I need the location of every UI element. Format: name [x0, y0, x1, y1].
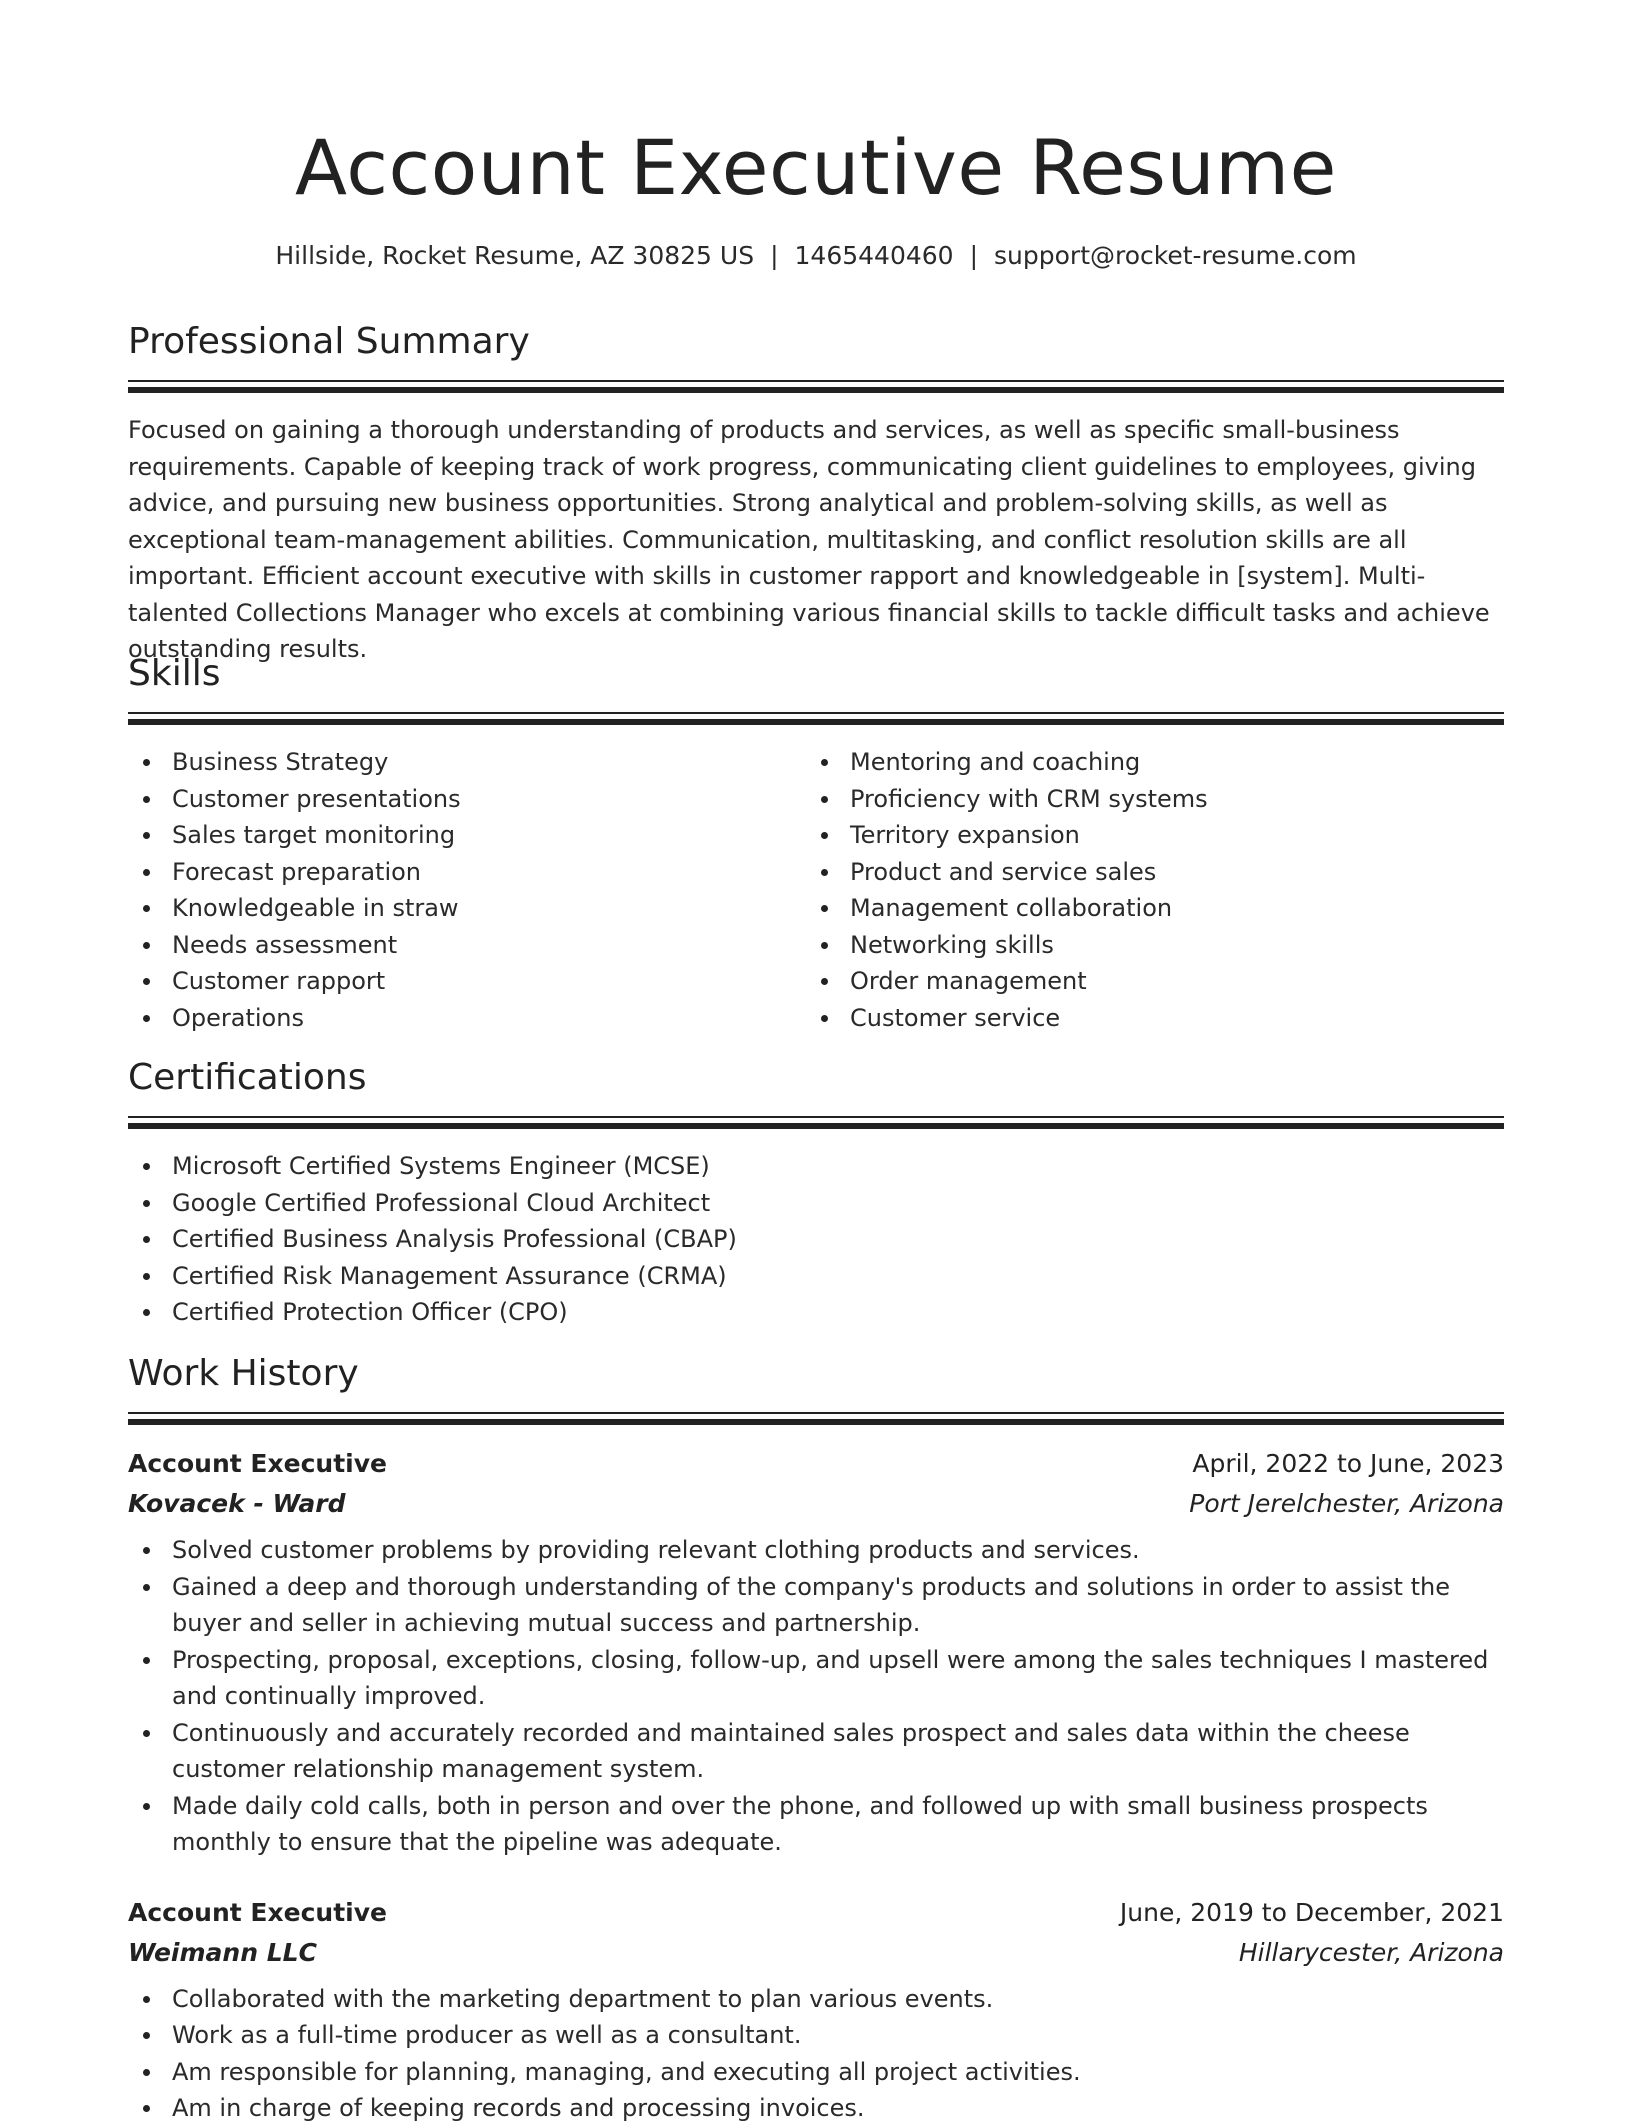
job-dates: April, 2022 to June, 2023: [1192, 1449, 1504, 1478]
section-rule: [128, 1116, 1504, 1130]
skill-item: Territory expansion: [806, 817, 1484, 854]
job-bullets: [128, 1532, 1504, 1861]
certifications-section: [128, 1054, 1504, 1331]
job-bullet: Solved customer problems by providing relevant clothing products and services.: [128, 1532, 1504, 1569]
job-title: Account Executive: [128, 1449, 387, 1478]
job-bullet: Gained a deep and thorough understanding of the company's products and solutions in order to assist the buyer and seller in achieving mutual success and partnership.: [128, 1569, 1504, 1642]
skills-section: [128, 650, 1504, 1036]
section-rule: [128, 380, 1504, 394]
skill-item: Needs assessment: [128, 927, 806, 964]
job-bullet: Continuously and accurately recorded and maintained sales prospect and sales data within the cheese customer relationship management system.: [128, 1715, 1504, 1788]
skill-item: Customer presentations: [128, 781, 806, 818]
job-bullet: Work as a full-time producer as well as a consultant.: [128, 2017, 1504, 2054]
job-bullets: [128, 1981, 1504, 2127]
work-history-section: [128, 1350, 1504, 2127]
skills-heading: Skills: [128, 653, 221, 694]
summary-text: Focused on gaining a thorough understanding of products and services, as well as specific small-business requirements. Capable of keeping track of work progress, communicating client guidelines to employees, giving advice, and pursuing new business opportunities. Strong analytical and problem-solving skills, as well as exceptional team-management abilities. Communication, multitasking, and conflict resolution skills are all important. Efficient account executive with skills in customer rapport and knowledgeable in [system]. Multi-talented Collections Manager who excels at combining various financial skills to tackle difficult tasks and achieve outstanding results.: [128, 416, 1490, 663]
contact-separator: |: [770, 241, 779, 270]
certification-item: Certified Protection Officer (CPO): [128, 1294, 1504, 1331]
job-entry: [128, 1444, 1504, 1861]
contact-address: Hillside, Rocket Resume, AZ 30825 US: [275, 241, 755, 270]
section-rule: [128, 1412, 1504, 1426]
skill-item: Mentoring and coaching: [806, 744, 1484, 781]
certifications-list: [128, 1148, 1504, 1331]
section-rule: [128, 712, 1504, 726]
skill-item: Knowledgeable in straw: [128, 890, 806, 927]
skills-grid: [128, 744, 1504, 1036]
skill-item: Order management: [806, 963, 1484, 1000]
skill-item: Networking skills: [806, 927, 1484, 964]
contact-line: [128, 238, 1504, 274]
skill-item: Forecast preparation: [128, 854, 806, 891]
job-company-row: [128, 1484, 1504, 1524]
work-history-heading: Work History: [128, 1353, 359, 1394]
job-bullet: Am in charge of keeping records and processing invoices.: [128, 2090, 1504, 2127]
skill-item: Product and service sales: [806, 854, 1484, 891]
skill-item: Sales target monitoring: [128, 817, 806, 854]
certification-item: Certified Business Analysis Professional (CBAP): [128, 1221, 1504, 1258]
certification-item: Microsoft Certified Systems Engineer (MCSE): [128, 1148, 1504, 1185]
job-company-row: [128, 1933, 1504, 1973]
summary-heading: Professional Summary: [128, 321, 530, 362]
job-title: Account Executive: [128, 1897, 387, 1927]
contact-separator: |: [969, 241, 979, 270]
skill-item: Customer service: [806, 1000, 1484, 1037]
job-company: Kovacek - Ward: [128, 1489, 346, 1518]
skills-list-left: [128, 744, 806, 1036]
job-header-row: [128, 1444, 1504, 1484]
job-dates: June, 2019 to December, 2021: [1119, 1897, 1504, 1927]
skills-list-right: [806, 744, 1484, 1036]
job-company: Weimann LLC: [128, 1937, 317, 1967]
contact-phone: 1465440460: [794, 241, 954, 270]
job-bullet: Made daily cold calls, both in person and over the phone, and followed up with small business prospects monthly to ensure that the pipeline was adequate.: [128, 1788, 1504, 1861]
skill-item: Management collaboration: [806, 890, 1484, 927]
certification-item: Certified Risk Management Assurance (CRMA): [128, 1258, 1504, 1295]
resume-title: Account Executive Resume: [295, 123, 1337, 212]
skill-item: Customer rapport: [128, 963, 806, 1000]
job-bullet: Am responsible for planning, managing, and executing all project activities.: [128, 2054, 1504, 2091]
contact-email: support@rocket-resume.com: [994, 241, 1357, 270]
summary-section: [128, 318, 1504, 668]
skill-item: Proficiency with CRM systems: [806, 781, 1484, 818]
job-location: Hillarycester, Arizona: [1238, 1937, 1504, 1967]
certifications-heading: Certifications: [128, 1057, 367, 1098]
skill-item: Business Strategy: [128, 744, 806, 781]
job-bullet: Collaborated with the marketing department to plan various events.: [128, 1981, 1504, 2018]
job-header-row: [128, 1893, 1504, 1933]
job-bullet: Prospecting, proposal, exceptions, closing, follow-up, and upsell were among the sales techniques I mastered and continually improved.: [128, 1642, 1504, 1715]
job-entry: [128, 1893, 1504, 2127]
certification-item: Google Certified Professional Cloud Architect: [128, 1185, 1504, 1222]
job-location: Port Jerelchester, Arizona: [1189, 1489, 1504, 1518]
skill-item: Operations: [128, 1000, 806, 1037]
